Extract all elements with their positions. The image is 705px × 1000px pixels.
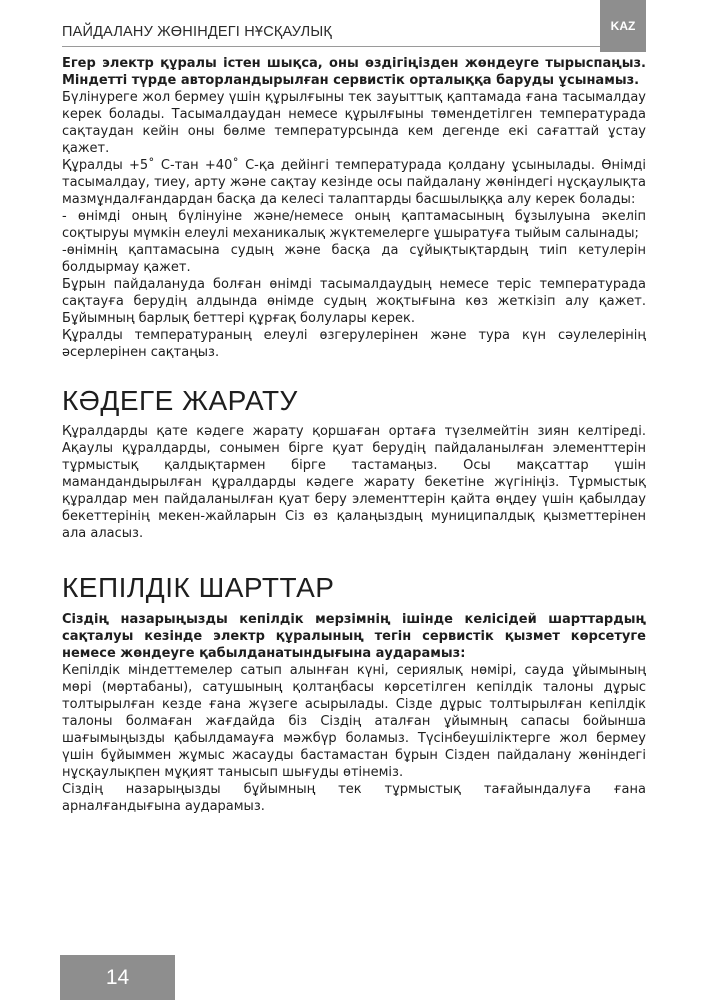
list-item: - өнімді оның бүлінуіне және/немесе оның қаптамасының бұзылуына әкеліп соқтыруы мүмкін елеулі механикалық жүктемелерге ұшыратуға тыйым салынады; xyxy=(62,209,646,241)
warranty-heading: КЕПІЛДІК ШАРТТАР xyxy=(62,572,335,603)
warranty-intro: Сіздің назарыңызды кепілдік мерзімнің ішінде келісідей шарттардың сақталуы кезінде электр құралының тегін сервистік қызмет көрсетуге немесе жөндеуге қабылданатындығына аударамыз: xyxy=(62,612,646,661)
disposal-paragraph: Құралдарды қате кәдеге жарату қоршаған ортаға түзелмейтін зиян келтіреді. Ақаулы құралдарды, сонымен бірге қуат берудің пайдаланылған элементтерін тұрмыстық қалдықтармен бірге тастамаңыз. Осы мақсаттар үшін мамандандырылған құралдарды кәдеге жарату бекетіне жүгініңіз. Тұрмыстық құралдар мен пайдаланылған қуат беру элементтерін қайта өңдеу үшін қабылдау бекеттерінің мекен-жайларын Сіз өз қалаңыздың муниципалдық қызметтерінен ала аласыз. xyxy=(62,424,646,541)
disposal-heading: КӘДЕГЕ ЖАРАТУ xyxy=(62,385,298,416)
list-item: -өнімнің қаптамасына судың және басқа да сұйықтықтардың тиіп кетулерін болдырмау қажет. xyxy=(62,243,646,275)
body-paragraph: Бүлінуреге жол бермеу үшін құрылғыны тек зауыттық қаптамада ғана тасымалдау керек болады. Тасымалдаудан немесе құрылғыны төмендетілген температурада сақтаудан кейін оны бөлме температурсында кем дегенде екі сағаттай ұстау қажет. xyxy=(62,90,646,156)
document-header-title: ПАЙДАЛАНУ ЖӨНІНДЕГІ НҰСҚАУЛЫҚ xyxy=(62,24,333,40)
body-paragraph: Бұрын пайдалануда болған өнімді тасымалдаудың немесе теріс температурада сақтауға берудің алдында өнімде судың жоқтығына көз жеткізіп алу қажет. Бұйымның барлық беттері құрғақ болулары керек. xyxy=(62,277,646,326)
language-tab: KAZ xyxy=(600,0,646,52)
body-paragraph: Сіздің назарыңызды бұйымның тек тұрмыстық тағайындалуға ғана арналғандығына аударамыз. xyxy=(62,782,646,814)
body-paragraph: Құралды +5˚ С-тан +40˚ С-қа дейінгі температурада қолдану ұсынылады. Өнімді тасымалдау, тиеу, арту және сақтау кезінде осы пайдалану жөніндегі нұсқаулықта мазмұндалғандардан басқа да келесі талаптарды басшылыққа алу керек болады: xyxy=(62,158,646,207)
header-divider xyxy=(62,46,600,47)
repair-warning: Егер электр құралы істен шықса, оны өздігіңізден жөндеуге тырыспаңыз. Міндетті түрде авторландырылған сервистік орталыққа баруды ұсынамыз. xyxy=(62,56,646,88)
page-number: 14 xyxy=(60,955,175,1000)
body-paragraph: Кепілдік міндеттемелер сатып алынған күні, сериялық нөмірі, сауда ұйымының мөрі (мөртабаны), сатушының қолтаңбасы көрсетілген кепілдік талоны дұрыс толтырылған кезде ғана жүзеге асырылады. Сізде дұрыс толтырылған кепілдік талоны болмаған жағдайда біз Сіздің аталған ұйымның сапасы бойынша шағымыңызды қабылдамауға мәжбүр боламыз. Түсінбеушіліктерге жол бермеу үшін бұйыммен жұмыс жасауды бастамастан бұрын Сізден пайдалану жөніндегі нұсқаулықпен мұқият танысып шығуды өтінеміз. xyxy=(62,663,646,780)
page-content xyxy=(62,55,646,815)
body-paragraph: Құралды температураның елеулі өзгерулерінен және тура күн сәулелерінің әсерлерінен сақтаңыз. xyxy=(62,328,646,360)
